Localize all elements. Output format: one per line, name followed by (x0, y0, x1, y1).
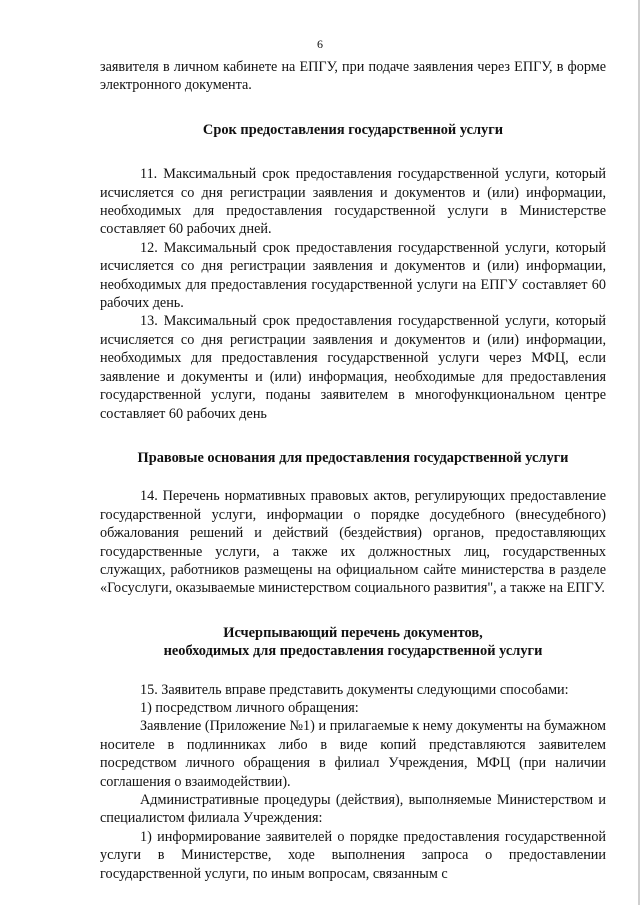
paragraph-admin-procedures: Административные процедуры (действия), выполняемые Министерством и специалистом филиала Учреждения: (100, 792, 606, 827)
paragraph-15: 15. Заявитель вправе представить документы следующими способами: (140, 681, 569, 698)
paragraph-14: 14. Перечень нормативных правовых актов, регулирующих предоставление государственной услуги, информации о порядке досудебного (внесудебного) обжалования решений и действий (бездействия) органов, предоставляющих государственные услуги, а также их должностных лиц, государственных служащих, работников размещены на официальном сайте министерства в разделе «Госуслуги, оказываемые министерством социального развития", а также на ЕПГУ. (100, 488, 606, 597)
section-title-documents-line2: необходимых для предоставления государственной услуги (163, 643, 543, 660)
paragraph-15-item-1: 1) посредством личного обращения: (140, 699, 359, 716)
paragraph-12: 12. Максимальный срок предоставления государственной услуги, который исчисляется со дня регистрации заявления и документов и (или) информации, необходимых для предоставления государственной услуги на ЕПГУ составляет 60 рабочих день. (100, 239, 606, 312)
section-title-term: Срок предоставления государственной услуги (202, 121, 504, 138)
document-body (100, 58, 606, 883)
intro-paragraph: заявителя в личном кабинете на ЕПГУ, при подаче заявления через ЕПГУ, в форме электронного документа. (100, 59, 606, 94)
section-title-documents-line1: Исчерпывающий перечень документов, (223, 624, 483, 641)
section-title-legal-basis: Правовые основания для предоставления государственной услуги (137, 449, 569, 466)
paragraph-11: 11. Максимальный срок предоставления государственной услуги, который исчисляется со дня регистрации заявления и документов и (или) информации, необходимых для предоставления государственной услуги в Министерстве составляет 60 рабочих дней. (100, 166, 606, 238)
paragraph-application: Заявление (Приложение №1) и прилагаемые к нему документы на бумажном носителе в подлинниках либо в виде копий представляются заявителем посредством личного обращения в филиал Учреждения, МФЦ (при наличии соглашения о взаимодействии). (100, 718, 606, 790)
paragraph-13: 13. Максимальный срок предоставления государственной услуги, который исчисляется со дня регистрации заявления и документов и (или) информации, необходимых для предоставления государственной услуги через МФЦ, если заявление и документы и (или) информация, необходимые для предоставления государственной услуги, поданы заявителем в многофункциональном центре составляет 60 рабочих день (100, 313, 606, 422)
page-number: 6 (317, 37, 323, 51)
paragraph-informing: 1) информирование заявителей о порядке предоставления государственной услуги в Министерстве, ходе выполнения запроса о предоставлении государственной услуги, по иным вопросам, связанным с (100, 828, 606, 882)
